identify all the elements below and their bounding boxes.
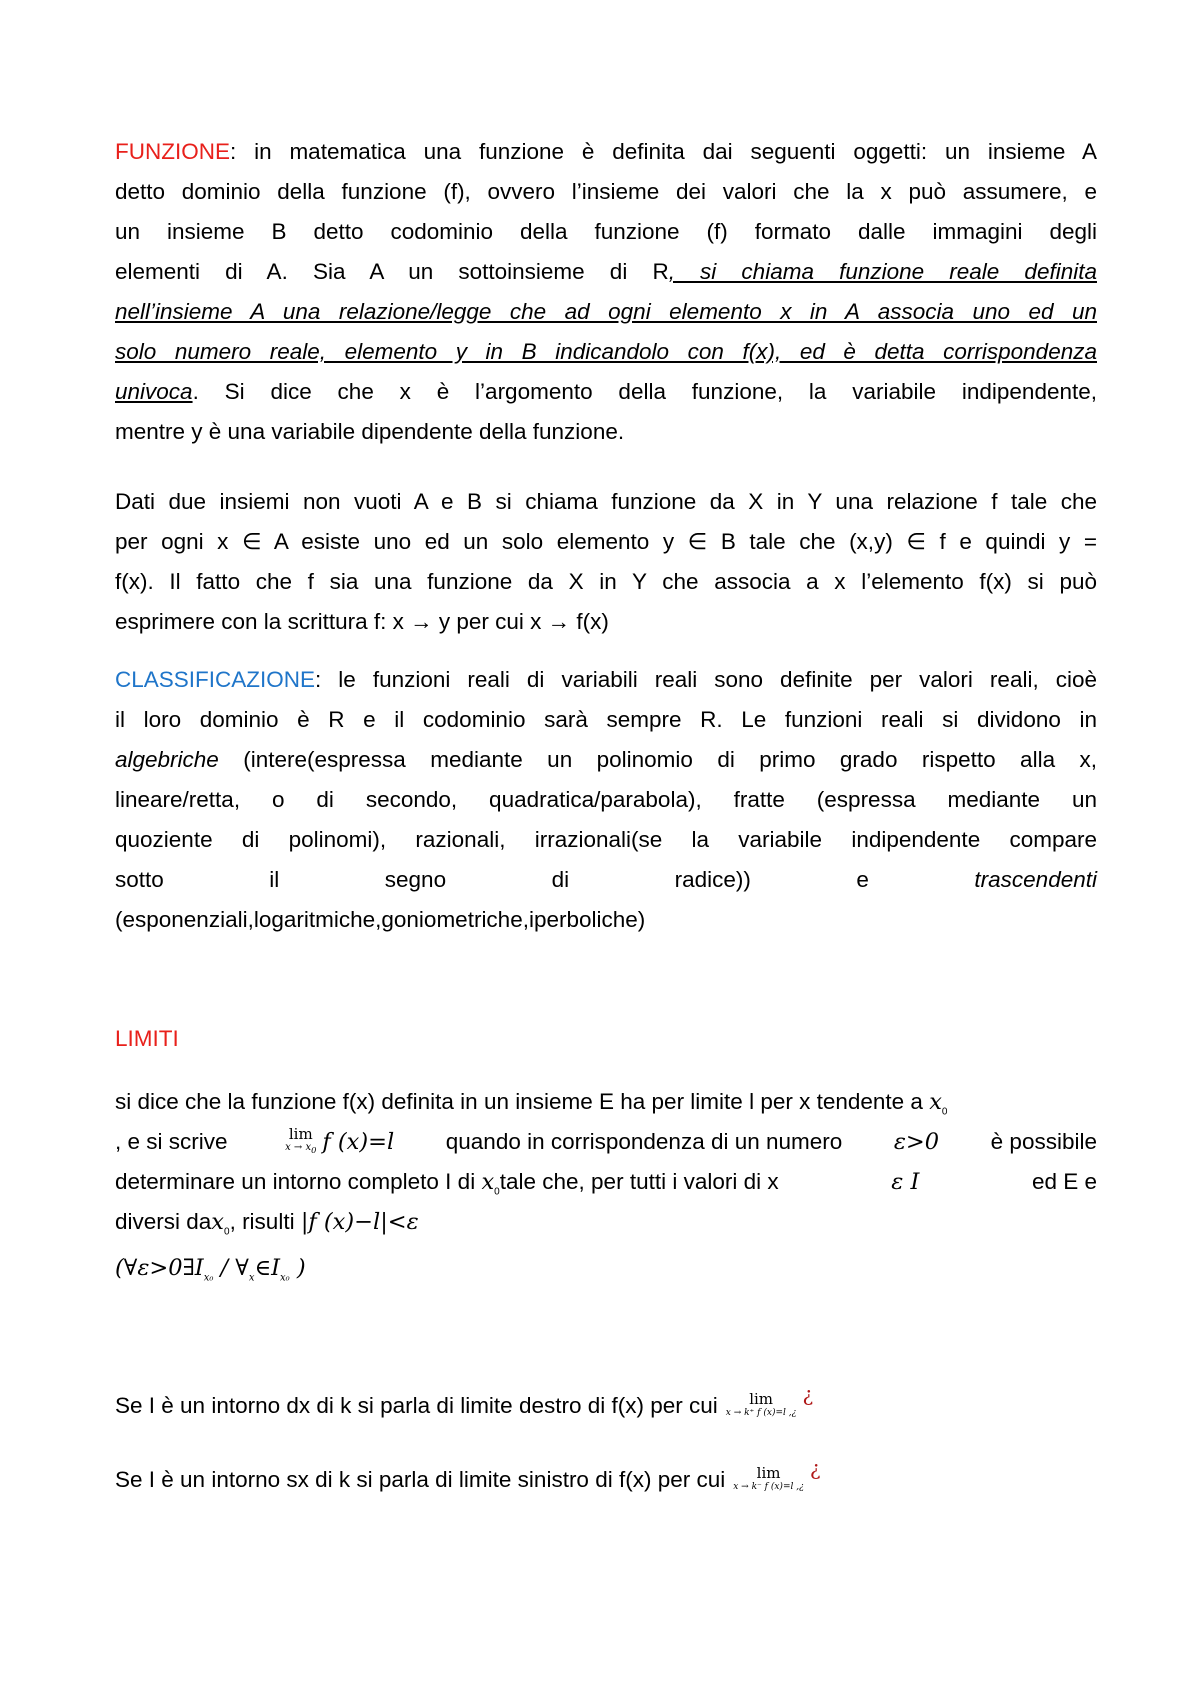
- classificazione-paragraph: [115, 660, 1097, 940]
- classificazione-line-5: quoziente di polinomi), razionali, irrazionali(se la variabile indipendente compare: [115, 827, 1097, 852]
- classificazione-line-6: sotto il segno di radice)) e trascendenti: [115, 867, 1097, 892]
- limiti-line-4: diversi dax$_0$, risulti |f (x)−l|<ε: [115, 1209, 419, 1238]
- funzione-line-1: FUNZIONE: in matematica una funzione è definita dai seguenti oggetti: un insieme A: [115, 139, 1097, 164]
- dati-line-1: Dati due insiemi non vuoti A e B si chiama funzione da X in Y una relazione f tale che: [115, 489, 1097, 514]
- classificazione-line-1: CLASSIFICAZIONE: le funzioni reali di variabili reali sono definite per valori reali, cioè: [115, 667, 1097, 692]
- limite-destro-line: Se I è un intorno dx di k si parla di limite destro di f(x) per cui lim x → k⁺ f (x)=l ,¿ ¿: [115, 1382, 814, 1418]
- dati-paragraph: [115, 482, 1097, 642]
- limite-sinistro-notation: lim x → k⁻ f (x)=l ,¿: [733, 1464, 804, 1492]
- dati-line-4: esprimere con la scrittura f: x → y per cui x → f(x): [115, 609, 609, 634]
- funzione-line-6: solo numero reale, elemento y in B indicandolo con f(x), ed è detta corrispondenza: [115, 339, 1097, 364]
- limite-sinistro-line: Se I è un intorno sx di k si parla di limite sinistro di f(x) per cui lim x → k⁻ f (x)=l ,¿ ¿: [115, 1456, 821, 1492]
- limiti-line-3: determinare un intorno completo I di $x_0tale$ che, per tutti i valori di x ε I ed E e: [115, 1169, 1097, 1198]
- limiti-heading: LIMITI: [115, 1026, 179, 1051]
- dati-line-3: f(x). Il fatto che f sia una funzione da X in Y che associa a x l’elemento f(x) si può: [115, 569, 1097, 594]
- classificazione-line-2: il loro dominio è R e il codominio sarà sempre R. Le funzioni reali si dividono in: [115, 707, 1097, 732]
- funzione-paragraph: [115, 132, 1097, 452]
- limit-notation: lim $x \to x_0$ f (x)=l: [285, 1125, 395, 1155]
- limite-destro-notation: lim x → k⁺ f (x)=l ,¿: [725, 1390, 797, 1418]
- limiti-line-1: si dice che la funzione f(x) definita in un insieme E ha per limite l per x tendente a $x_0$: [115, 1089, 948, 1118]
- funzione-line-4: elementi di A. Sia A un sottoinsieme di R, si chiama funzione reale definita: [115, 259, 1097, 284]
- classificazione-line-4: lineare/retta, o di secondo, quadratica/parabola), fratte (espressa mediante un: [115, 787, 1097, 812]
- classificazione-line-7: (esponenziali,logaritmiche,goniometriche,iperboliche): [115, 907, 646, 932]
- funzione-line-5: nell’insieme A una relazione/legge che ad ogni elemento x in A associa uno ed un: [115, 299, 1097, 324]
- classificazione-label: CLASSIFICAZIONE: [115, 667, 316, 692]
- quantifier-formula: ($\forall\varepsilon>0\exists I_{x_0}$ / $\forall_x\in I_{x_0}$ ): [115, 1255, 306, 1284]
- funzione-line-7: univoca. Si dice che x è l’argomento della funzione, la variabile indipendente,: [115, 379, 1097, 404]
- limiti-line-2: , e si scrive lim $x \to x_0$ f (x)=l quando in corrispondenza di un numero ε>0 è possibile: [115, 1122, 1097, 1162]
- funzione-label: FUNZIONE: [115, 139, 230, 164]
- funzione-line-8: mentre y è una variabile dipendente della funzione.: [115, 419, 625, 444]
- limiti-paragraph: [115, 1082, 1097, 1242]
- funzione-line-2: detto dominio della funzione (f), ovvero l’insieme dei valori che la x può assumere, e: [115, 179, 1097, 204]
- funzione-line-3: un insieme B detto codominio della funzione (f) formato dalle immagini degli: [115, 219, 1097, 244]
- dati-line-2: per ogni x ∈ A esiste uno ed un solo elemento y ∈ B tale che (x,y) ∈ f e quindi y =: [115, 529, 1097, 554]
- classificazione-line-3: algebriche (intere(espressa mediante un polinomio di primo grado rispetto alla x,: [115, 747, 1097, 772]
